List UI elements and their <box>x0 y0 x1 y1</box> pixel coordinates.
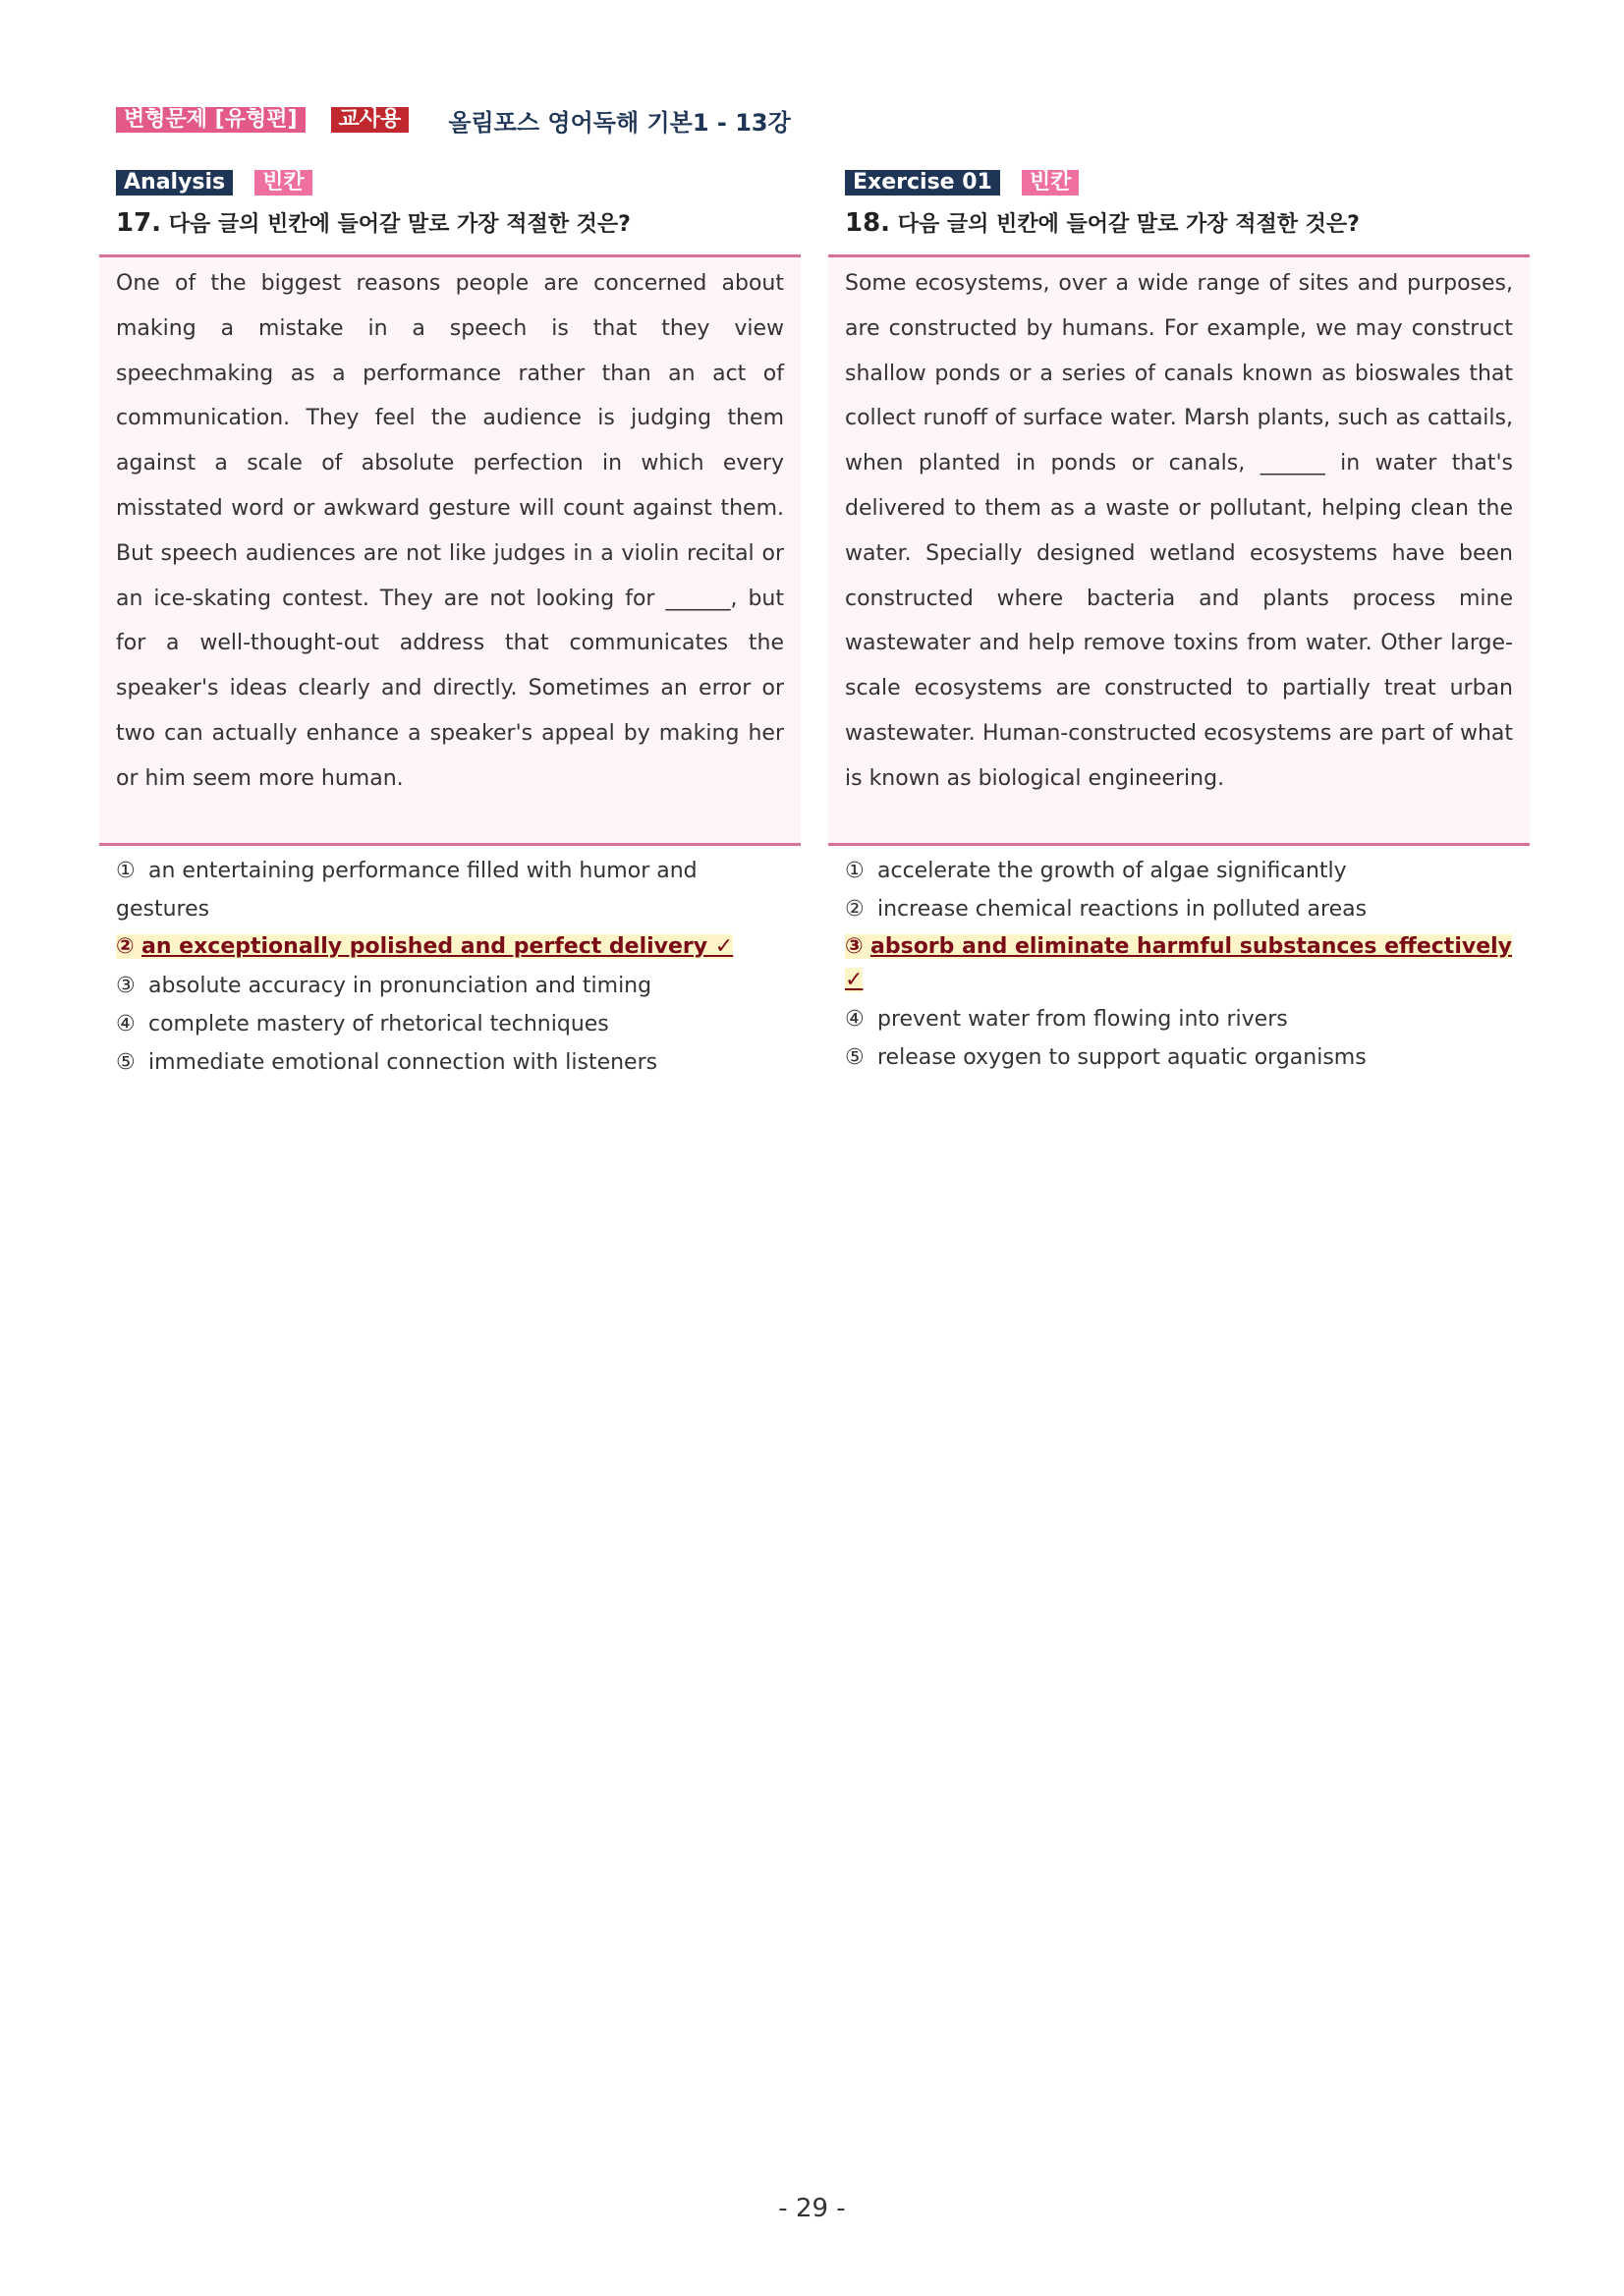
question-column-right <box>828 169 1530 1077</box>
option-text: complete mastery of rhetorical techniques <box>148 1012 609 1036</box>
question-column-left <box>99 169 801 1082</box>
option-number: ② <box>845 897 865 922</box>
answer-option <box>845 1000 1513 1038</box>
question-type-tag: 빈칸 <box>254 170 312 196</box>
option-number: ③ <box>845 934 864 959</box>
option-number: ③ <box>116 974 136 998</box>
question-text: 다음 글의 빈칸에 들어갈 말로 가장 적절한 것은? <box>897 212 1360 237</box>
question-number: 17. <box>116 208 162 238</box>
option-number: ④ <box>116 1012 136 1036</box>
option-text: immediate emotional connection with listeners <box>148 1050 658 1075</box>
document-header <box>116 104 791 136</box>
option-number: ② <box>116 934 135 959</box>
answer-option <box>845 890 1513 928</box>
question-type-tag: 빈칸 <box>1022 170 1080 196</box>
document-title: 올림포스 영어독해 기본1 - 13강 <box>448 108 791 137</box>
option-text: an entertaining performance filled with humor and gestures <box>116 859 698 922</box>
option-text: accelerate the growth of algae significantly <box>877 859 1347 883</box>
option-number: ⑤ <box>116 1050 136 1075</box>
option-text: release oxygen to support aquatic organisms <box>877 1045 1367 1070</box>
answer-option-correct <box>116 930 784 964</box>
option-number: ① <box>845 859 865 883</box>
page-number: - 29 - <box>778 2194 846 2223</box>
question-tags <box>99 169 801 196</box>
question-tags <box>828 169 1530 196</box>
answer-option <box>116 1005 784 1043</box>
answer-options <box>828 852 1530 1077</box>
reading-passage: One of the biggest reasons people are concerned about making a mistake in a speech is that they view speechmaking as a performance rather than an act of communication. They feel the audience is judging them against a scale of absolute perfection in which every misstated word or awkward gesture will count against them. But speech audiences are not like judges in a violin recital or an ice-skating contest. They are not looking for ______, but for a well-thought-out address that communicates the speaker's ideas clearly and directly. Sometimes an error or two can actually enhance a speaker's appeal by making her or him seem more human. <box>99 254 801 846</box>
option-number: ⑤ <box>845 1045 865 1070</box>
option-text: an exceptionally polished and perfect delivery ✓ <box>141 934 734 959</box>
answer-option <box>116 852 784 928</box>
question-prompt <box>828 206 1530 240</box>
answer-option <box>845 1038 1513 1077</box>
answer-option <box>116 967 784 1005</box>
answer-options <box>99 852 801 1082</box>
question-number: 18. <box>845 208 891 238</box>
option-text: increase chemical reactions in polluted areas <box>877 897 1368 922</box>
worksheet-type-tag: 변형문제 [유형편] <box>116 107 306 133</box>
option-number: ① <box>116 859 136 883</box>
reading-passage: Some ecosystems, over a wide range of sites and purposes, are constructed by humans. For example, we may construct shallow ponds or a series of canals known as bioswales that collect runoff of surface water. Marsh plants, such as cattails, when planted in ponds or canals, ______ in water that's delivered to them as a waste or pollutant, helping clean the water. Specially designed wetland ecosystems have been constructed where bacteria and plants process mine wastewater and help remove toxins from water. Other large-scale ecosystems are constructed to partially treat urban wastewater. Human-constructed ecosystems are part of what is known as biological engineering. <box>828 254 1530 846</box>
option-number: ④ <box>845 1007 865 1032</box>
teacher-edition-tag: 교사용 <box>331 107 410 133</box>
section-tag: Exercise 01 <box>845 170 1000 196</box>
option-text: absorb and eliminate harmful substances effectively ✓ <box>845 934 1513 992</box>
question-prompt <box>99 206 801 240</box>
answer-option <box>845 852 1513 890</box>
answer-option-correct <box>845 930 1513 997</box>
question-text: 다음 글의 빈칸에 들어갈 말로 가장 적절한 것은? <box>168 212 631 237</box>
section-tag: Analysis <box>116 170 233 196</box>
answer-option <box>116 1043 784 1082</box>
option-text: prevent water from flowing into rivers <box>877 1007 1288 1032</box>
option-text: absolute accuracy in pronunciation and timing <box>148 974 652 998</box>
